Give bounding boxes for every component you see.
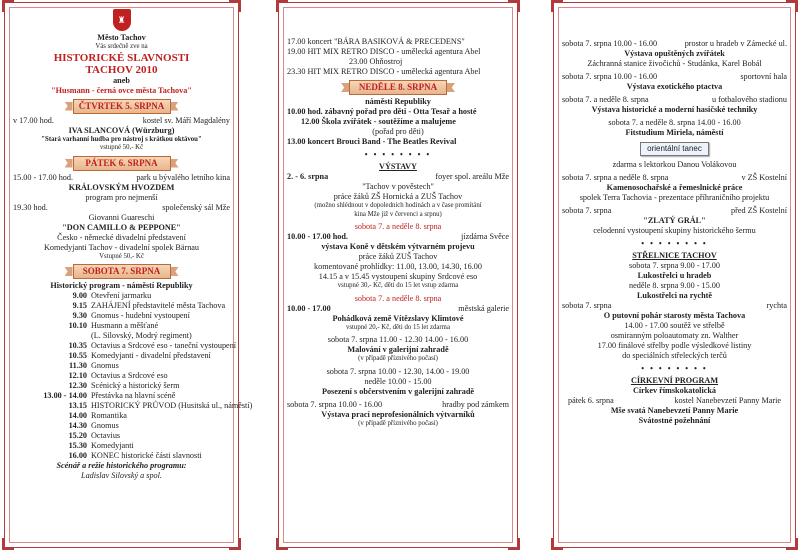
a-animals: Výstava opuštěných zvířátek bbox=[624, 49, 725, 58]
d2-author: Giovanni Guareschi bbox=[88, 212, 155, 222]
schedule-desc: Gnomus bbox=[91, 421, 119, 430]
schedule-desc: Scénický a historický šerm bbox=[91, 381, 180, 390]
panel-right bbox=[553, 2, 796, 548]
schedule-row bbox=[13, 431, 230, 441]
schedule-desc: ZAHÁJENÍ představitelé města Tachova bbox=[91, 301, 226, 310]
b1-time: sobota 7. srpna 9.00 - 17.00 bbox=[629, 261, 720, 270]
v-place: foyer spol. areálu Mže bbox=[435, 172, 509, 181]
d2-event: KRÁLOVSKÝM HVOZDEM bbox=[68, 182, 175, 192]
schedule-time: 10.55 bbox=[68, 351, 87, 360]
a-grail-desc: celodenní vystoupení skupiny historického šermu bbox=[593, 226, 756, 235]
v-authors: práce žáků ZŠ Hornická a ZUŠ Tachov bbox=[333, 192, 463, 201]
schedule-time: 10.35 bbox=[68, 341, 87, 350]
day-banner-sunday: NEDĚLE 8. SRPNA bbox=[349, 80, 447, 95]
a-crafts: Kamenosochařské a řemeslnické práce bbox=[606, 183, 743, 192]
schedule-row bbox=[13, 421, 230, 431]
schedule-time: 13.15 bbox=[68, 401, 87, 410]
city-crest-icon: ♜ bbox=[113, 9, 131, 31]
x-art-time: sobota 7. srpna 10.00 - 16.00 bbox=[287, 399, 383, 409]
oriental-dance-button[interactable]: orientální tanec bbox=[640, 142, 709, 156]
schedule-time bbox=[13, 331, 91, 341]
x-art-note: (v případě příznivého počasí) bbox=[358, 419, 438, 427]
a4-time: sobota 7. srpna 10.00 - 16.00 bbox=[562, 72, 658, 81]
church-heading: CÍRKEVNÍ PROGRAM bbox=[630, 376, 719, 385]
schedule-row bbox=[13, 311, 230, 321]
schedule-row bbox=[13, 401, 253, 411]
schedule-row bbox=[13, 291, 230, 301]
w-title: výstava Koně v dětském výtvarném projevu bbox=[321, 242, 475, 251]
w-tours: komentované prohlídky: 11.00, 13.00, 14.30, 16.00 bbox=[314, 262, 482, 271]
c-date: pátek 6. srpna bbox=[568, 396, 614, 405]
schedule-desc: Romantika bbox=[91, 411, 127, 420]
c-place: kostel Nanebevzetí Panny Marie bbox=[674, 396, 781, 405]
schedule-desc: KONEC historické části slavnosti bbox=[91, 451, 202, 460]
d1-program: "Stará varhanní hudba pro nástroj s krátkou oktávou" bbox=[41, 135, 202, 143]
a1-time: sobota 7. srpna 10.00 - 16.00 bbox=[562, 39, 658, 48]
d2-place: park u bývalého letního kina bbox=[136, 172, 230, 182]
schedule-time: 9.00 bbox=[72, 291, 87, 300]
fireworks: 23.00 Ohňostroj bbox=[349, 57, 403, 66]
w-show: 14.15 a v 15.45 vystoupení skupiny Srdcové eso bbox=[318, 272, 478, 281]
b-archers-rychta: Lukostřelci na rychtě bbox=[636, 291, 713, 300]
sunday-item-3: 13.00 koncert Brouci Band - The Beatles Revival bbox=[287, 137, 457, 146]
a-birds: Výstava exotického ptactva bbox=[626, 82, 723, 91]
schedule-time: 14.30 bbox=[68, 421, 87, 430]
b5-time: sobota 7. srpna bbox=[562, 301, 612, 310]
day-banner-saturday: SOBOTA 7. SRPNA bbox=[73, 264, 171, 279]
schedule-row bbox=[13, 371, 230, 381]
schedule-desc: Přestávka na hlavní scéně bbox=[91, 391, 176, 400]
invite-text: Vás srdečně zve na bbox=[95, 43, 148, 50]
w-place: jízdárna Svěce bbox=[461, 232, 509, 241]
a-firefighters: Výstava historické a moderní hasičské techniky bbox=[591, 105, 758, 114]
d1-time: v 17.00 hod. bbox=[13, 115, 54, 125]
schedule-desc: Komedyjanti bbox=[91, 441, 134, 450]
b-final: 17.00 finálové střelby podle výsledkové listiny bbox=[597, 341, 752, 350]
d3-heading: Historický program - náměstí Republiky bbox=[50, 281, 193, 290]
c-blessing: Svátostné požehnání bbox=[638, 416, 711, 425]
d2-desc: program pro nejmenší bbox=[85, 192, 158, 202]
d2-place2: společenský sál Mže bbox=[162, 202, 230, 212]
credit-line-1: Scénář a režie historického programu: bbox=[56, 461, 187, 470]
x-paint: Malování v galerijní zahradě bbox=[347, 345, 449, 354]
a14-time: sobota 7. srpna bbox=[562, 206, 612, 215]
schedule-time: 14.00 bbox=[68, 411, 87, 420]
x-art-place: hradby pod zámkem bbox=[442, 399, 509, 409]
x-paint-time: sobota 7. srpna 11.00 - 12.30 14.00 - 16.00 bbox=[327, 335, 469, 344]
schedule-row bbox=[13, 351, 230, 361]
x-art: Výstava prací neprofesionálních výtvarníků bbox=[321, 409, 475, 419]
weekend-label-1: sobota 7. a neděle 8. srpna bbox=[354, 222, 442, 231]
subtitle: "Husmann - černá ovce města Tachova" bbox=[51, 85, 192, 95]
schedule-row bbox=[13, 391, 230, 401]
b-archers-walls: Lukostřelci u hradeb bbox=[637, 271, 712, 280]
schedule-row bbox=[13, 441, 230, 451]
weekend-label-2: sobota 7. a neděle 8. srpna bbox=[354, 293, 442, 303]
v-note-1: (možno shlédnout v dopoledních hodinách a v čase promítání bbox=[314, 202, 482, 209]
d2-play: "DON CAMILLO & PEPPONE" bbox=[62, 222, 181, 232]
a14-place: před ZŠ Kostelní bbox=[731, 206, 787, 215]
d2-play-type: Česko - německé divadelní představení bbox=[57, 232, 186, 242]
a-dance-free: zdarma s lektorkou Danou Volákovou bbox=[612, 160, 737, 169]
w-time: 10.00 - 17.00 hod. bbox=[287, 232, 348, 241]
w-authors: práce žáků ZUŠ Tachov bbox=[358, 252, 438, 261]
exhibitions-heading: VÝSTAVY bbox=[379, 162, 417, 171]
b3-time: neděle 8. srpna 9.00 - 15.00 bbox=[629, 281, 720, 290]
schedule-desc: (L. Silovský, Modrý regiment) bbox=[91, 331, 192, 340]
d1-performer: IVA SLANCOVÁ (Würzburg) bbox=[68, 125, 175, 135]
b-targets: do speciálních střeleckých terčů bbox=[622, 351, 727, 360]
a11-place: v ZŠ Kostelní bbox=[741, 173, 787, 182]
schedule-row bbox=[13, 411, 230, 421]
x-place: městská galerie bbox=[458, 303, 509, 313]
schedule-time: 12.30 bbox=[68, 381, 87, 390]
separator-dots: • • • • • • • • bbox=[364, 150, 432, 159]
schedule-desc: Otevření jarmarku bbox=[91, 291, 152, 300]
schedule-time: 10.10 bbox=[68, 321, 87, 330]
separator-dots-1: • • • • • • • • bbox=[641, 239, 708, 248]
schedule-row bbox=[13, 451, 230, 461]
schedule-time: 15.20 bbox=[68, 431, 87, 440]
schedule-desc: Gnomus bbox=[91, 361, 119, 370]
d2-time2: 19.30 hod. bbox=[13, 202, 48, 212]
city-name: Město Tachov bbox=[97, 33, 146, 42]
saturday-schedule bbox=[13, 291, 253, 461]
schedule-row bbox=[13, 341, 237, 351]
b5-place: rychta bbox=[766, 301, 787, 310]
x-cafe-sun: neděle 10.00 - 15.00 bbox=[364, 376, 432, 386]
schedule-time: 9.15 bbox=[72, 301, 87, 310]
schedule-desc: HISTORICKÝ PRŮVOD (Husitská ul., náměstí) bbox=[91, 401, 253, 410]
schedule-time: 12.10 bbox=[68, 371, 87, 380]
x-cafe-time: sobota 7. srpna 10.00 - 12.30, 14.00 - 19.00 bbox=[326, 366, 470, 376]
a4-place: sportovní hala bbox=[740, 72, 787, 81]
x-paint-note: (v případě příznivého počasí) bbox=[358, 355, 438, 362]
a-crafts-org: spolek Terra Tachovia - prezentace příhraničního projektu bbox=[579, 193, 770, 202]
a-dance-time: sobota 7. a neděle 8. srpna 14.00 - 16.00 bbox=[608, 118, 741, 127]
schedule-row bbox=[13, 361, 230, 371]
d1-place: kostel sv. Máří Magdalény bbox=[142, 115, 230, 125]
schedule-desc: Octavius a Srdcové eso - taneční vystoupení bbox=[91, 341, 237, 350]
disco-1: 19.00 HIT MIX RETRO DISCO - umělecká agentura Abel bbox=[287, 47, 481, 56]
sunday-place: náměstí Republiky bbox=[365, 97, 431, 106]
aneb-text: aneb bbox=[113, 75, 130, 85]
disco-2: 23.30 HIT MIX RETRO DISCO - umělecká agentura Abel bbox=[287, 67, 481, 76]
credit-line-2: Ladislav Silovský a spol. bbox=[81, 471, 162, 480]
shooting-heading: STŘELNICE TACHOV bbox=[632, 251, 717, 260]
schedule-desc: Husmann a měšťané bbox=[91, 321, 159, 330]
b-cup: O putovní pohár starosty města Tachova bbox=[603, 311, 746, 320]
schedule-desc: Octavius bbox=[91, 431, 121, 440]
b-weapons: osmiranným poloautomaty zn. Walther bbox=[610, 331, 739, 340]
c-mass: Mše svatá Nanebevzetí Panny Marie bbox=[610, 406, 739, 415]
v-note-2: kina Mže již v červenci a srpnu) bbox=[354, 210, 442, 218]
b-contest: 14.00 - 17.00 soutěž ve střelbě bbox=[624, 321, 725, 330]
a-animals-org: Záchranná stanice živočichů - Studánka, Karel Bobál bbox=[587, 59, 762, 68]
x-title: Pohádková země Vítězslavy Klimtové bbox=[332, 313, 464, 323]
schedule-desc: Gnomus - hudební vystoupení bbox=[91, 311, 190, 320]
a-studio: Fitstudium Miriela, náměstí bbox=[625, 128, 724, 137]
d2-time: 15.00 - 17.00 hod. bbox=[13, 172, 74, 182]
x-cafe: Posezení s občerstvením v galerijní zahradě bbox=[321, 386, 475, 396]
schedule-time: 15.30 bbox=[68, 441, 87, 450]
v-title: "Tachov v pověstech" bbox=[362, 182, 434, 191]
concert-basikova: 17.00 koncert "BÁRA BASIKOVÁ & PRECEDENS" bbox=[287, 37, 465, 46]
x-fee: vstupné 20,- Kč, děti do 15 let zdarma bbox=[345, 323, 450, 331]
schedule-row bbox=[13, 381, 230, 391]
schedule-time: 9.30 bbox=[72, 311, 87, 320]
schedule-time: 13.00 - 14.00 bbox=[43, 391, 87, 400]
a1-place: prostor u hradeb v Zámecké ul. bbox=[684, 39, 787, 48]
x-time: 10.00 - 17.00 bbox=[287, 303, 331, 313]
schedule-time: 11.30 bbox=[69, 361, 87, 370]
d2-fee: Vstupné 50,- Kč bbox=[99, 252, 144, 260]
separator-dots-2: • • • • • • • • bbox=[641, 364, 708, 373]
v-date: 2. - 6. srpna bbox=[287, 172, 329, 181]
d1-fee: vstupné 50,- Kč bbox=[99, 144, 144, 151]
sunday-item-2-note: (pořad pro děti) bbox=[372, 127, 424, 136]
schedule-row bbox=[13, 301, 230, 311]
d2-troupe: Komedyjanti Tachov - divadelní spolek Bärnau bbox=[43, 242, 200, 252]
title-line-2: TACHOV 2010 bbox=[85, 63, 158, 76]
panel-left bbox=[4, 2, 253, 548]
a6-time: sobota 7. a neděle 8. srpna bbox=[562, 95, 649, 104]
schedule-desc: Octavius a Srdcové eso bbox=[91, 371, 168, 380]
a-grail: "ZLATÝ GRÁL" bbox=[643, 216, 706, 225]
schedule-desc: Komedyjanti - divadelní představení bbox=[91, 351, 211, 360]
title-line-1: HISTORICKÉ SLAVNOSTI bbox=[53, 51, 190, 64]
a6-place: u fotbalového stadionu bbox=[711, 95, 787, 104]
sunday-item-2: 12.00 Škola zvířátek - soutěžíme a malujeme bbox=[301, 117, 456, 126]
church-name: Církev římskokatolická bbox=[632, 386, 716, 395]
schedule-row bbox=[13, 321, 230, 331]
day-banner-thursday: ČTVRTEK 5. SRPNA bbox=[73, 99, 171, 114]
w-fee: vstupné 30,- Kč, děti do 15 let vstup zdarma bbox=[337, 282, 459, 289]
a11-time: sobota 7. srpna a neděle 8. srpna bbox=[562, 173, 669, 182]
sunday-item-1: 10.00 hod. zábavný pořad pro děti - Otta Tesař a hosté bbox=[287, 107, 477, 116]
panel-middle bbox=[278, 2, 518, 548]
schedule-time: 16.00 bbox=[68, 451, 87, 460]
day-banner-friday: PÁTEK 6. SRPNA bbox=[73, 156, 171, 171]
schedule-row bbox=[13, 331, 230, 341]
